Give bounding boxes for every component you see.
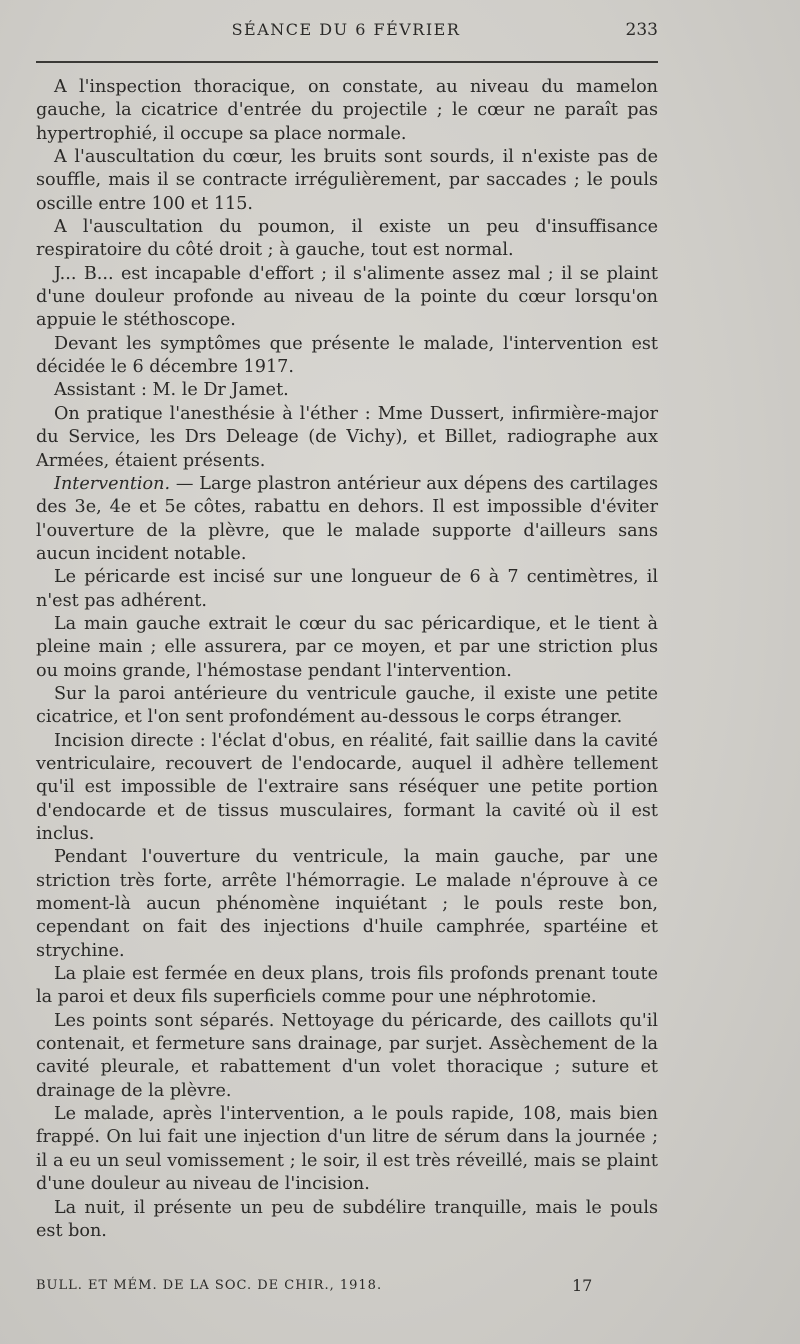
page-header xyxy=(36,18,656,44)
running-title: SÉANCE DU 6 FÉVRIER xyxy=(231,20,461,39)
paragraph: La plaie est fermée en deux plans, trois fils profonds prenant toute la paroi et deux fils superficiels comme pour une néphrotomie. xyxy=(36,964,658,1008)
paragraph: La nuit, il présente un peu de subdélire tranquille, mais le pouls est bon. xyxy=(36,1197,658,1241)
paragraph: Le malade, après l'intervention, a le pouls rapide, 108, mais bien frappé. On lui fait une injection d'un litre de sérum dans la journée ; il a eu un seul vomissement ; le soir, il est très réveillé, mais se plaint d'une douleur au niveau de l'incision. xyxy=(36,1104,658,1195)
header-rule xyxy=(36,61,658,63)
paragraph: A l'inspection thoracique, on constate, au niveau du mamelon gauche, la cicatrice d'entrée du projectile ; le cœur ne paraît pas hypertrophié, il occupe sa place normale. xyxy=(36,77,658,144)
page-number: 233 xyxy=(625,20,658,40)
paragraph: J... B... est incapable d'effort ; il s'alimente assez mal ; il se plaint d'une douleur profonde au niveau de la pointe du cœur lorsqu'on appuie le stéthoscope. xyxy=(36,263,658,331)
paragraph: Devant les symptômes que présente le malade, l'intervention est décidée le 6 décembre 1917. xyxy=(36,333,658,378)
paragraph: Le péricarde est incisé sur une longueur de 6 à 7 centimètres, il n'est pas adhérent. xyxy=(36,567,658,611)
journal-footer: BULL. ET MÉM. DE LA SOC. DE CHIR., 1918. xyxy=(36,1278,383,1293)
paragraph: A l'auscultation du poumon, il existe un peu d'insuffisance respiratoire du côté droit ; à gauche, tout est normal. xyxy=(36,217,658,261)
paragraph: La main gauche extrait le cœur du sac péricardique, et le tient à pleine main ; elle assurera, par ce moyen, et par une striction plus ou moins grande, l'hémostase pendant l'intervention. xyxy=(36,613,658,681)
section-lead: Intervention. xyxy=(54,473,171,494)
paragraph: Pendant l'ouverture du ventricule, la main gauche, par une striction très forte, arrête l'hémorragie. Le malade n'éprouve à ce moment-là aucun phénomène inquiétant ; le pouls reste bon, cependant on fait des injections d'huile camphrée, spartéine et strychine. xyxy=(36,847,658,961)
signature-mark: 17 xyxy=(572,1276,593,1295)
paragraph: A l'auscultation du cœur, les bruits sont sourds, il n'existe pas de souffle, mais il se contracte irrégulièrement, par saccades ; le pouls oscille entre 100 et 115. xyxy=(36,147,658,214)
paragraph: Incision directe : l'éclat d'obus, en réalité, fait saillie dans la cavité ventriculaire, recouvert de l'endocarde, auquel il adhère tellement qu'il est impossible de l'extraire sans réséquer une petite portion d'endocarde et de tissus musculaires, formant la cavité où il est inclus. xyxy=(36,730,658,844)
body-text xyxy=(36,76,658,1243)
paragraph: Assistant : M. le Dr Jamet. xyxy=(54,380,289,401)
paragraph: On pratique l'anesthésie à l'éther : Mme Dussert, infirmière-major du Service, les Drs Deleage (de Vichy), et Billet, radiographe aux Armées, étaient présents. xyxy=(36,403,658,471)
paragraph: Sur la paroi antérieure du ventricule gauche, il existe une petite cicatrice, et l'on sent profondément au-dessous le corps étranger. xyxy=(36,683,658,728)
paragraph: Intervention. — Large plastron antérieur aux dépens des cartilages des 3e, 4e et 5e côtes, rabattu en dehors. Il est impossible d'éviter l'ouverture de la plèvre, que le malade supporte d'ailleurs sans aucun incident notable. xyxy=(36,473,658,564)
paragraph: Les points sont séparés. Nettoyage du péricarde, des caillots qu'il contenait, et fermeture sans drainage, par surjet. Assèchement de la cavité pleurale, et rabattement d'un volet thoracique ; suture et drainage de la plèvre. xyxy=(36,1010,658,1101)
